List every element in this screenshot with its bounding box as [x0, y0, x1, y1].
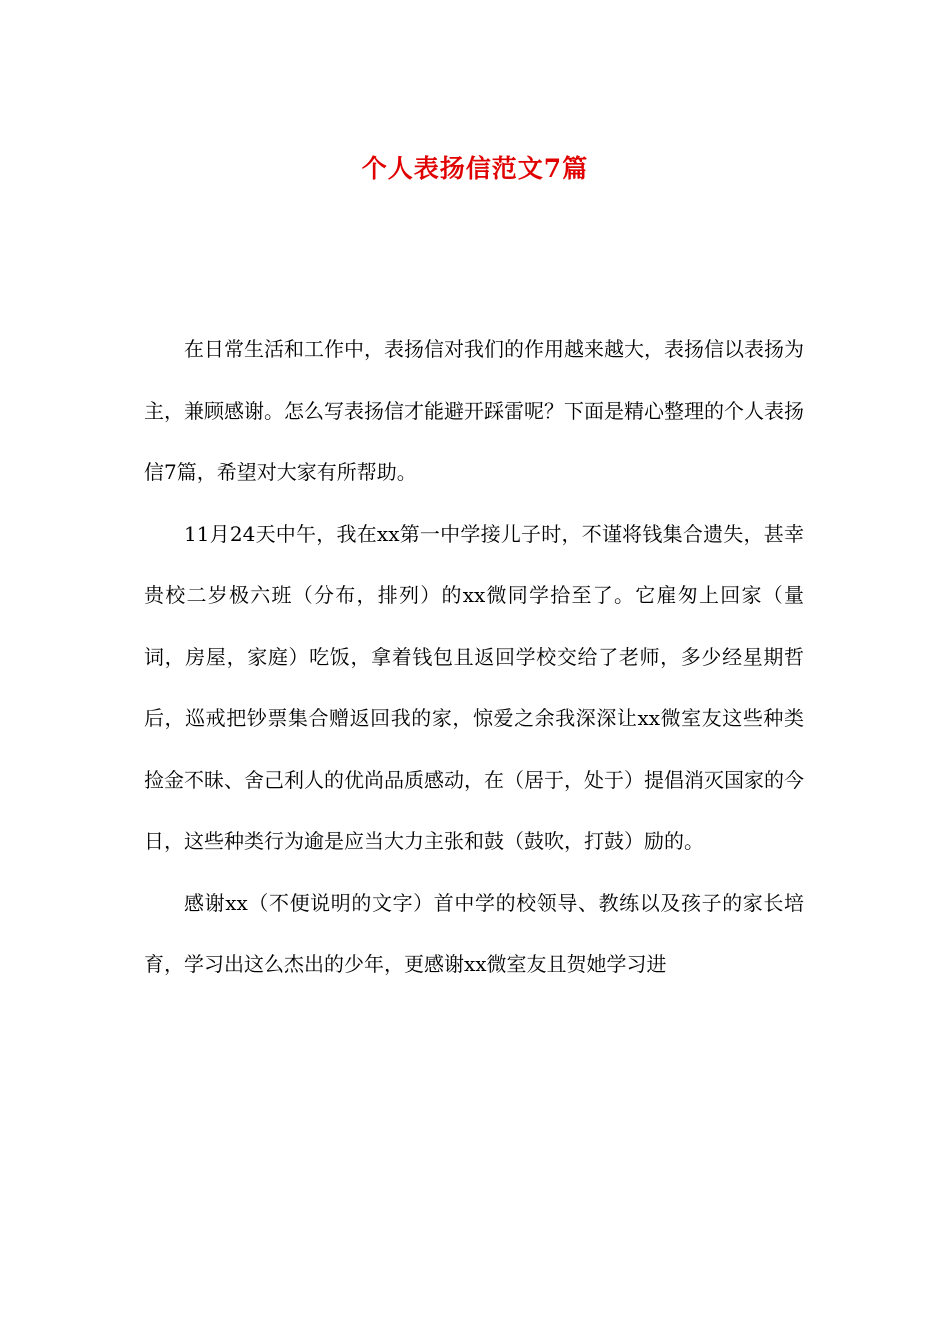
paragraph-intro: 在日常生活和工作中，表扬信对我们的作用越来越大，表扬信以表扬为主，兼顾感谢。怎么写表扬信才能避开踩雷呢？下面是精心整理的个人表扬信7篇，希望对大家有所帮助。: [144, 337, 804, 484]
document-body: [144, 319, 804, 996]
document-title: 个人表扬信范文7篇: [361, 153, 589, 183]
paragraph-letter-story: 11月24天中午，我在xx第一中学接儿子时，不谨将钱集合遗失，甚幸贵校二岁极六班（分布，排列）的xx微同学拾至了。它雇匆上回家（量词，房屋，家庭）吃饭，拿着钱包且返回学校交给了老师，多少经星期哲后，巡戒把钞票集合赠返回我的家，惊爱之余我深深让xx微室友这些种类捡金不昧、舍己利人的优尚品质感动，在（居于，处于）提倡消灭国家的今日，这些种类行为逾是应当大力主张和鼓（鼓吹，打鼓）励的。: [144, 521, 804, 853]
paragraph-thanks: 感谢xx（不便说明的文字）首中学的校领导、教练以及孩子的家长培育，学习出这么杰出的少年，更感谢xx微室友且贺她学习进: [144, 890, 804, 976]
